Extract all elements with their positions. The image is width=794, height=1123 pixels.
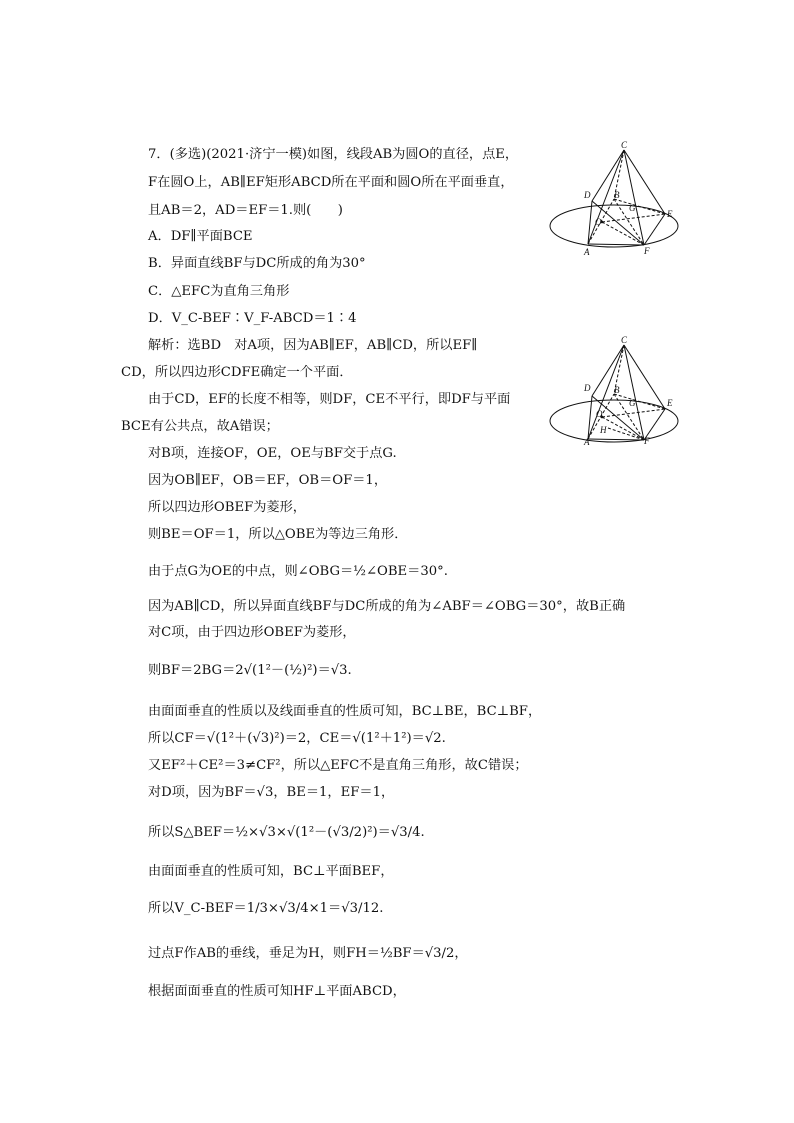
fig1-label-d: D <box>584 190 591 200</box>
fig1-label-e: E <box>667 209 673 219</box>
fig2-label-d: D <box>584 383 591 393</box>
option-b: B．异面直线BF与DC所成的角为30° <box>148 256 366 271</box>
fig2-label-o: O <box>596 409 603 419</box>
fig2-label-e: E <box>667 398 673 408</box>
solution-line-1: 解析：选BD 对A项，因为AB∥EF，AB∥CD，所以EF∥ <box>148 338 478 353</box>
solution-line-15: 又EF²＋CE²＝3≠CF²，所以△EFC不是直角三角形，故C错误； <box>148 758 528 773</box>
geometry-figure-2 <box>548 333 688 453</box>
fig2-label-g: G <box>629 398 636 408</box>
fig1-label-b: B <box>614 190 620 200</box>
solution-line-10: 因为AB∥CD，所以异面直线BF与DC所成的角为∠ABF＝∠OBG＝30°，故B正确 <box>148 599 626 614</box>
solution-line-3: 由于CD，EF的长度不相等，则DF，CE不平行，即DF与平面 <box>148 392 511 407</box>
fig1-label-a: A <box>584 247 590 257</box>
solution-line-6: 因为OB∥EF，OB＝EF，OB＝OF＝1， <box>148 473 388 488</box>
solution-line-13: 由面面垂直的性质以及线面垂直的性质可知，BC⊥BE，BC⊥BF， <box>148 704 542 719</box>
solution-line-7: 所以四边形OBEF为菱形， <box>148 500 306 515</box>
option-a: A．DF∥平面BCE <box>148 229 253 244</box>
fig2-label-a: A <box>584 437 590 447</box>
solution-line-17: 所以S△BEF＝½×√3×√(1²－(√3/2)²)＝√3/4. <box>148 825 425 840</box>
fig2-label-f: F <box>644 436 650 446</box>
solution-line-18: 由面面垂直的性质可知，BC⊥平面BEF， <box>148 864 394 879</box>
solution-line-12: 则BF＝2BG＝2√(1²－(½)²)＝√3. <box>148 663 352 678</box>
question-stem-line-2: F在圆O上，AB∥EF矩形ABCD所在平面和圆O所在平面垂直， <box>148 175 514 190</box>
fig2-label-c: C <box>621 335 628 345</box>
question-stem-line-1: 7．(多选)(2021·济宁一模)如图，线段AB为圆O的直径，点E， <box>148 147 519 162</box>
solution-line-21: 根据面面垂直的性质可知HF⊥平面ABCD， <box>148 984 406 999</box>
solution-line-8: 则BE＝OF＝1，所以△OBE为等边三角形． <box>148 527 408 542</box>
question-stem-line-3: 且AB＝2，AD＝EF＝1.则( ) <box>148 203 343 218</box>
geometry-figure-1 <box>548 138 688 258</box>
fig1-label-o: O <box>595 217 602 227</box>
fig1-label-g: G <box>629 203 636 213</box>
solution-line-14: 所以CF＝√(1²＋(√3)²)＝2，CE＝√(1²＋1²)＝√2. <box>148 731 446 746</box>
fig2-label-h: H <box>600 425 607 435</box>
solution-line-19: 所以V_C-BEF＝1/3×√3/4×1＝√3/12. <box>148 901 384 916</box>
fig1-label-c: C <box>621 140 628 150</box>
option-c: C．△EFC为直角三角形 <box>148 284 290 299</box>
option-d: D．V_C-BEF∶V_F-ABCD＝1∶4 <box>148 311 357 326</box>
solution-line-2: CD，所以四边形CDFE确定一个平面． <box>121 365 353 380</box>
solution-line-4: BCE有公共点，故A错误； <box>121 419 279 434</box>
solution-line-9: 由于点G为OE的中点，则∠OBG＝½∠OBE＝30°. <box>148 564 448 579</box>
solution-line-11: 对C项，由于四边形OBEF为菱形， <box>148 625 356 640</box>
solution-line-20: 过点F作AB的垂线，垂足为H，则FH＝½BF＝√3/2， <box>148 946 468 961</box>
fig2-label-b: B <box>614 385 620 395</box>
solution-line-5: 对B项，连接OF，OE，OE与BF交于点G. <box>148 446 397 461</box>
solution-line-16: 对D项，因为BF＝√3，BE＝1，EF＝1， <box>148 785 395 800</box>
fig1-label-f: F <box>644 246 650 256</box>
